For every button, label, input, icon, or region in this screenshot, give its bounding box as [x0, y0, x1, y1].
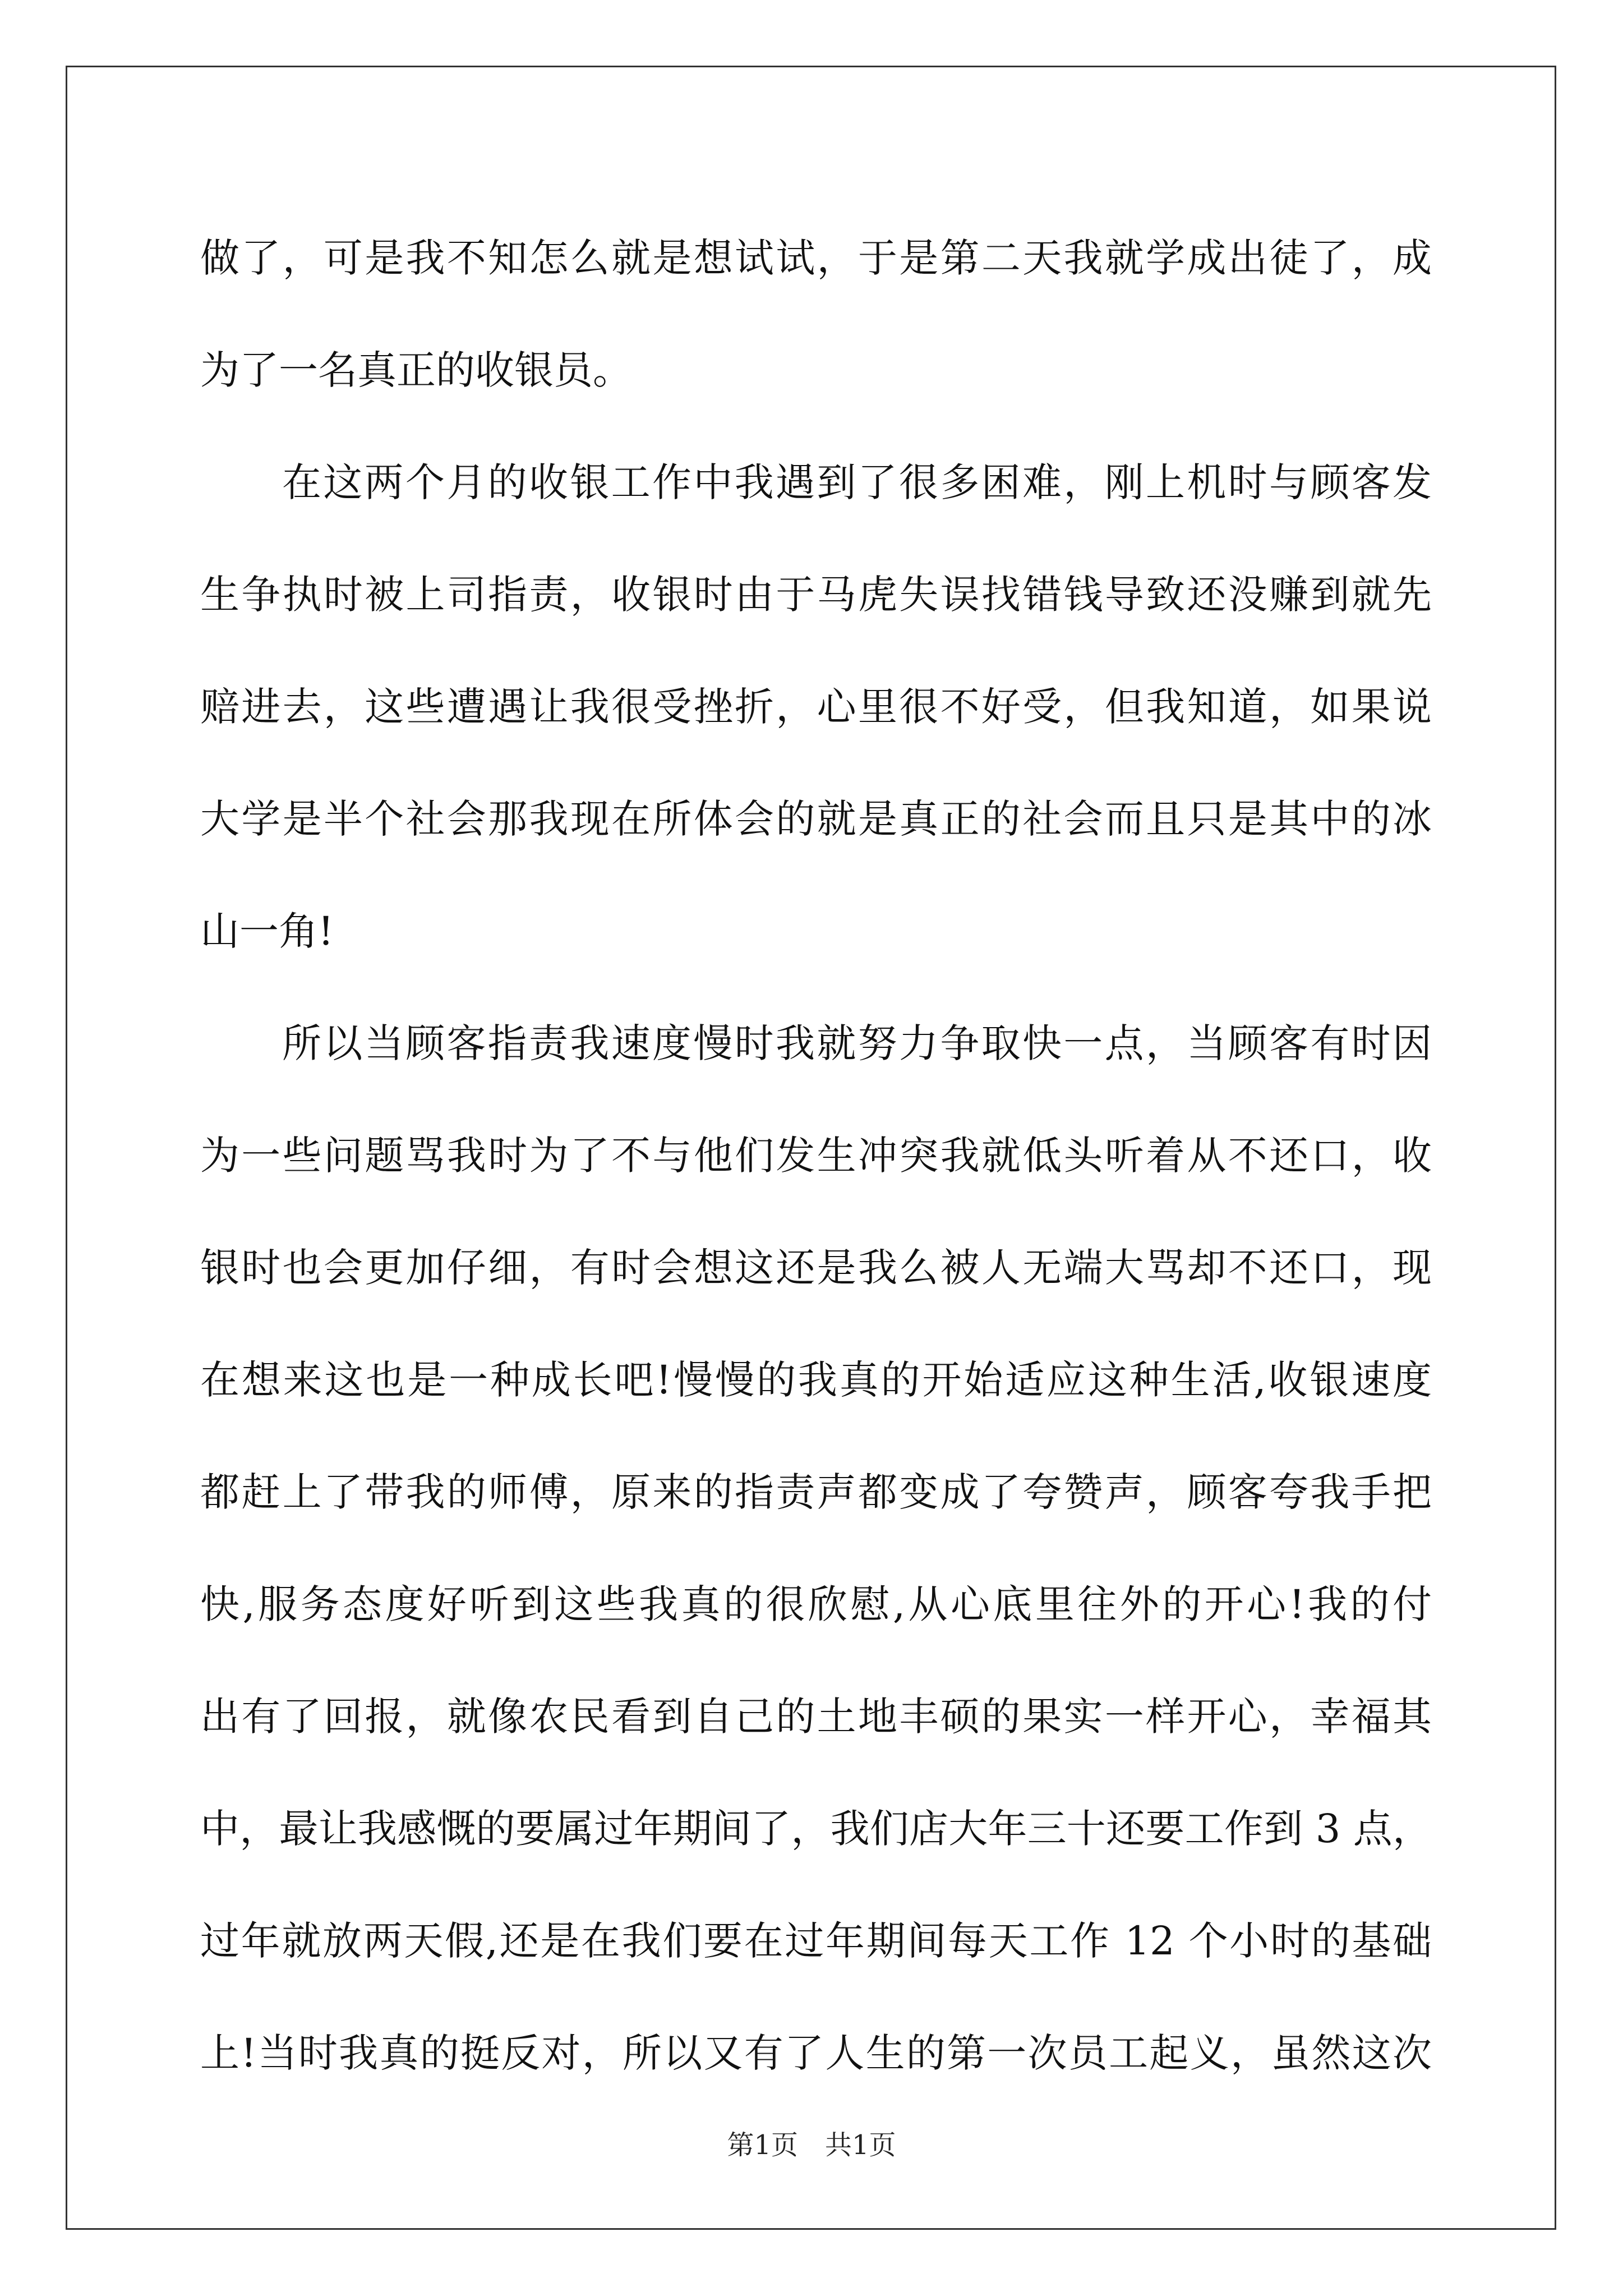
- text-line: 在想来这也是一种成长吧!慢慢的我真的开始适应这种生活,收银速度: [200, 1357, 1432, 1403]
- text-line: 为了一名真正的收银员。: [200, 347, 632, 393]
- text-line: 中，最让我感慨的要属过年期间了，我们店大年三十还要工作到 3 点，: [200, 1806, 1432, 1852]
- text-line: 生争执时被上司指责，收银时由于马虎失误找错钱导致还没赚到就先: [200, 572, 1432, 618]
- text-line: 上!当时我真的挺反对，所以又有了人生的第一次员工起义，虽然这次: [200, 2030, 1432, 2076]
- text-line: 都赶上了带我的师傅，原来的指责声都变成了夸赞声，顾客夸我手把: [200, 1469, 1432, 1515]
- paragraph-first-line: 在这两个月的收银工作中我遇到了很多困难，刚上机时与顾客发: [282, 459, 1432, 505]
- text-line: 快,服务态度好听到这些我真的很欣慰,从心底里往外的开心!我的付: [200, 1581, 1432, 1627]
- page-number-footer: 第1页 共1页: [727, 2129, 896, 2161]
- text-line: 为一些问题骂我时为了不与他们发生冲突我就低头听着从不还口，收: [200, 1133, 1432, 1179]
- paragraph-first-line: 所以当顾客指责我速度慢时我就努力争取快一点，当顾客有时因: [282, 1020, 1432, 1066]
- text-line: 做了，可是我不知怎么就是想试试，于是第二天我就学成出徒了，成: [200, 235, 1432, 281]
- text-line: 银时也会更加仔细，有时会想这还是我么被人无端大骂却不还口，现: [200, 1245, 1432, 1291]
- text-line: 过年就放两天假,还是在我们要在过年期间每天工作 12 个小时的基础: [200, 1918, 1432, 1964]
- text-line: 赔进去，这些遭遇让我很受挫折，心里很不好受，但我知道，如果说: [200, 684, 1432, 730]
- text-line: 大学是半个社会那我现在所体会的就是真正的社会而且只是其中的冰: [200, 796, 1432, 842]
- text-line: 出有了回报，就像农民看到自己的土地丰硕的果实一样开心，幸福其: [200, 1694, 1432, 1740]
- text-line: 山一角!: [200, 908, 334, 954]
